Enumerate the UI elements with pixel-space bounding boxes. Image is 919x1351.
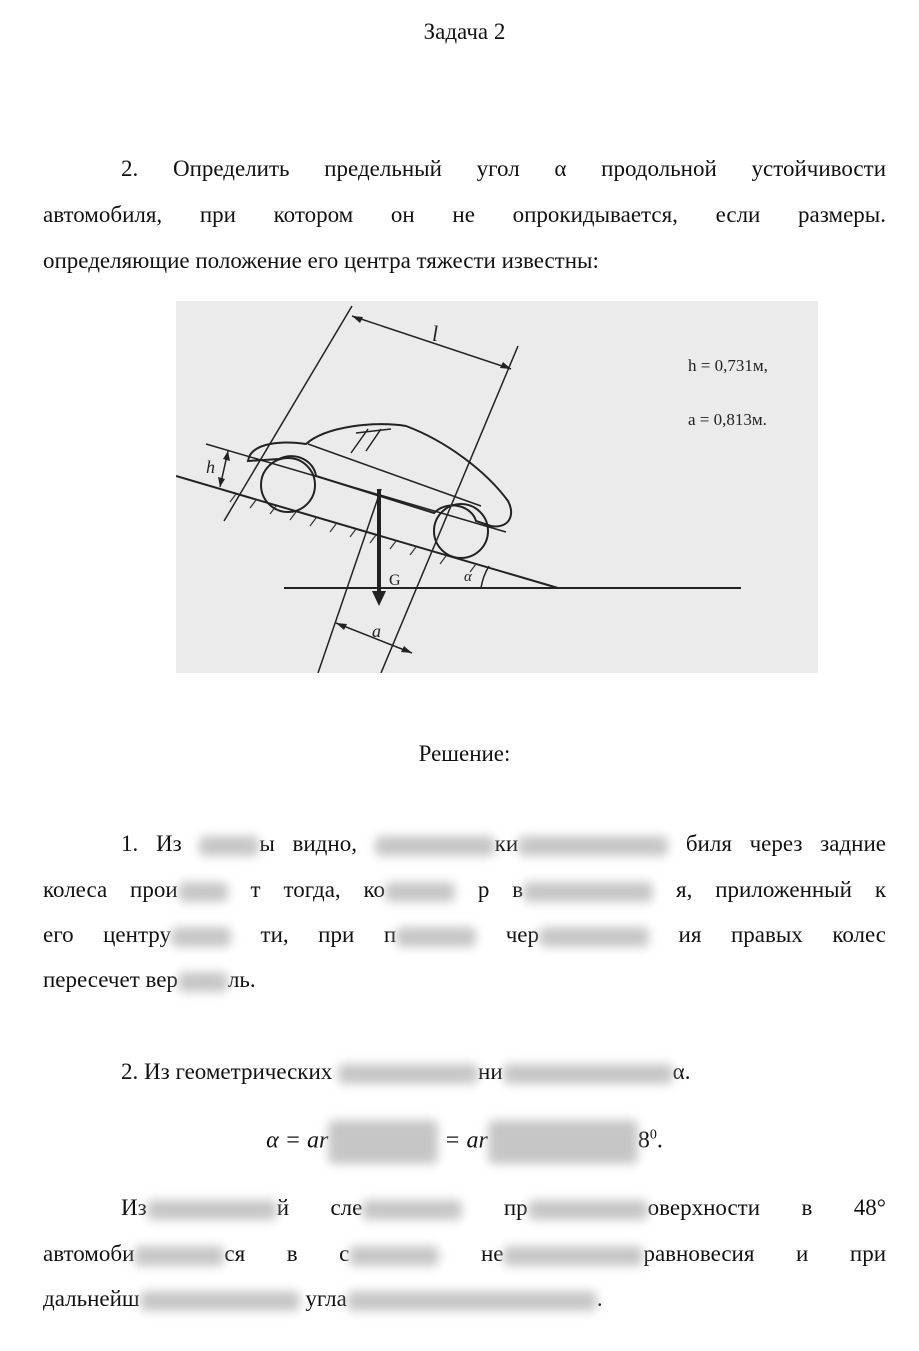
angle-arc	[481, 566, 489, 588]
label-a: a	[372, 621, 381, 641]
front-wheel	[434, 504, 488, 558]
l-left-perp	[224, 306, 352, 521]
solution-heading: Решение:	[418, 741, 511, 766]
label-G: G	[389, 572, 401, 589]
l-right-perp	[381, 346, 518, 673]
page-title: Задача 2	[423, 19, 506, 44]
a-left-perp	[318, 489, 381, 673]
car-beltline	[308, 444, 481, 506]
label-alpha: α	[464, 569, 472, 585]
solution-p2: 2. Из геометрических ни α.	[121, 1059, 691, 1084]
rear-wheel	[261, 458, 315, 512]
solution-p1-line-2: колеса прои т тогда, ко р в я, приложенный к	[43, 877, 886, 902]
figure-drawing	[176, 301, 818, 673]
solution-p1-line-4: пересечет вер ль.	[43, 967, 256, 992]
problem-line-3: определяющие положение его центра тяжести известны:	[43, 248, 599, 273]
label-h: h	[206, 457, 215, 477]
solution-p3-line-1: Из й сле пр оверхности в 48°	[121, 1195, 886, 1220]
problem-line-1: 2. Определить предельный угол α продольной устойчивости	[121, 156, 886, 181]
formula-alpha: α = ar = ar $8^0$.	[43, 1120, 886, 1164]
given-a: a = 0,813м.	[688, 410, 767, 429]
solution-p1-line-1: 1. Из ы видно, ки биля через задние	[121, 831, 886, 856]
problem-line-2: автомобиля, при котором он не опрокидывается, если размеры.	[43, 202, 886, 227]
given-h: h = 0,731м,	[688, 356, 768, 375]
solution-p1-line-3: его центру ти, при п чер ия правых колес	[43, 922, 886, 947]
solution-p3-line-2: автомоби ся в с не равновесия и при	[43, 1241, 886, 1266]
solution-p3-line-3: дальнейш угла .	[43, 1286, 603, 1311]
label-l: l	[432, 321, 439, 346]
car-on-slope-figure	[176, 301, 818, 673]
